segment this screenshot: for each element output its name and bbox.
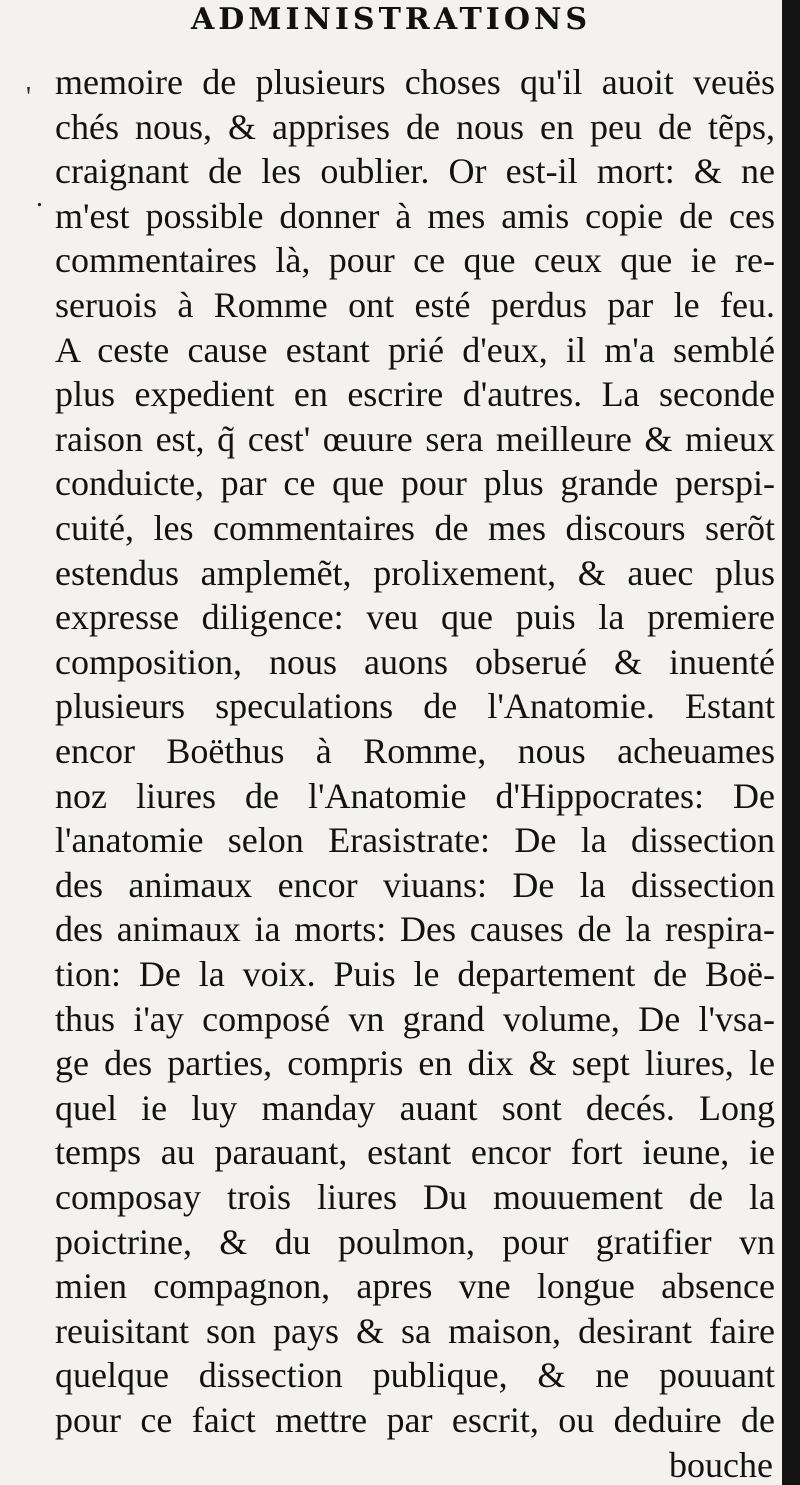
text-line: seruois à Romme ont esté perdus par le feu.: [55, 285, 775, 325]
text-line: composition, nous auons obserué & inuenté: [55, 641, 775, 682]
text-line: ge des parties, compris en dix & sept liures, le: [55, 1043, 775, 1084]
text-line: des animaux encor viuans: De la dissection: [55, 864, 775, 905]
page-edge-shadow: [782, 0, 800, 1485]
text-line: cuité, les commentaires de mes discours serõt: [55, 508, 775, 548]
text-line: memoire de plusieurs choses qu'il auoit veuës: [55, 62, 775, 102]
text-line: composay trois liures Du mouuement de la: [55, 1177, 775, 1217]
text-line: des animaux ia morts: Des causes de la respira-: [55, 909, 775, 950]
text-line: conduicte, par ce que pour plus grande perspi-: [55, 463, 775, 504]
text-line: commentaires là, pour ce que ceux que ie re-: [55, 240, 775, 281]
text-line: plus expedient en escrire d'autres. La seconde: [55, 374, 775, 415]
text-line: encor Boëthus à Romme, nous acheuames: [55, 731, 775, 771]
text-line: poictrine, & du poulmon, pour gratifier vn: [55, 1221, 775, 1262]
text-line: chés nous, & apprises de nous en peu de tẽps,: [55, 106, 775, 147]
text-line: temps au parauant, estant encor fort ieune, ie: [55, 1132, 775, 1173]
text-line: l'anatomie selon Erasistrate: De la dissection: [55, 820, 775, 861]
text-line: raison est, q̃ cest' œuure sera meilleure & mieux: [55, 418, 775, 459]
text-line: pour ce faict mettre par escrit, ou deduire de: [55, 1400, 775, 1440]
ink-speck: .: [36, 182, 43, 213]
ink-speck: ': [26, 82, 32, 113]
text-line: noz liures de l'Anatomie d'Hippocrates: De: [55, 775, 775, 816]
text-line: reuisitant son pays & sa maison, desirant faire: [55, 1310, 775, 1351]
catchword: bouche: [669, 1444, 773, 1485]
text-line: thus i'ay composé vn grand volume, De l'vsa-: [55, 998, 775, 1039]
text-line: craignant de les oublier. Or est-il mort: & ne: [55, 151, 775, 192]
text-line: plusieurs speculations de l'Anatomie. Estant: [55, 686, 775, 727]
text-line: quelque dissection publique, & ne pouuant: [55, 1355, 775, 1396]
text-line: mien compagnon, apres vne longue absence: [55, 1266, 775, 1307]
running-title: ADMINISTRATIONS: [190, 2, 592, 37]
text-line: quel ie luy manday auant sont decés. Long: [55, 1087, 775, 1128]
text-line: A ceste cause estant prié d'eux, il m'a semblé: [55, 329, 775, 370]
text-line: expresse diligence: veu que puis la premiere: [55, 597, 775, 638]
text-line: tion: De la voix. Puis le departement de Boë-: [55, 954, 775, 994]
text-line: estendus amplemẽt, prolixement, & auec plus: [55, 552, 775, 593]
text-line: m'est possible donner à mes amis copie de ces: [55, 195, 775, 236]
